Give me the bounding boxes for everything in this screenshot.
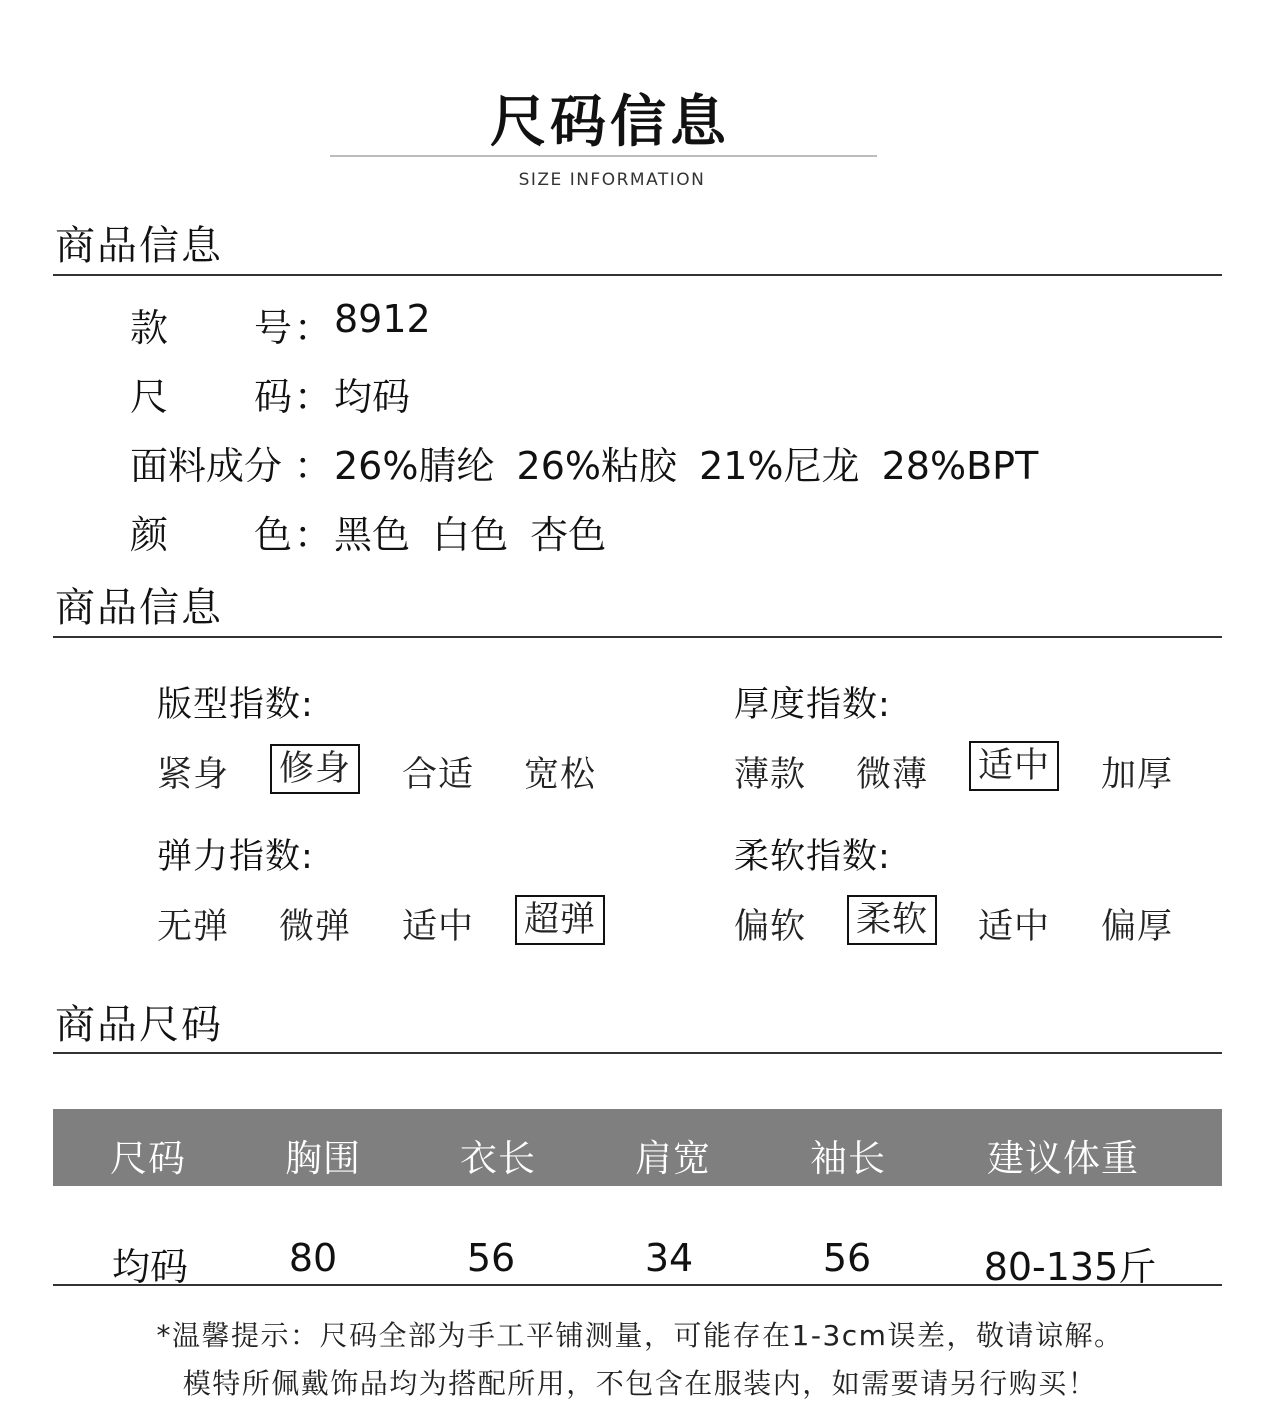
table-header-cell: 胸围 <box>285 1137 361 1180</box>
label-colon: ： <box>294 306 333 350</box>
table-header-cell: 尺码 <box>110 1137 186 1180</box>
softness-index-title: 柔软指数: <box>734 837 891 877</box>
softness-option: 偏厚 <box>1101 907 1174 947</box>
fit-option: 合适 <box>402 755 475 795</box>
label-char: 颜 <box>130 513 169 557</box>
info-value: 均码 <box>334 375 411 419</box>
fit-option: 宽松 <box>524 755 597 795</box>
table-cell: 56 <box>466 1236 516 1280</box>
label-char: 码 <box>254 375 293 419</box>
elasticity-option-selected: 超弹 <box>515 895 605 945</box>
section-divider <box>53 274 1222 276</box>
thickness-option: 薄款 <box>734 755 807 795</box>
table-bottom-divider <box>53 1284 1222 1286</box>
section-heading-product-info: 商品信息 <box>55 223 223 269</box>
elasticity-index-title: 弹力指数: <box>157 837 314 877</box>
info-value: 8912 <box>334 297 431 341</box>
table-header-cell: 肩宽 <box>635 1137 711 1180</box>
label-char: 色 <box>254 513 293 557</box>
thickness-option-selected: 适中 <box>969 741 1059 791</box>
thickness-index-title: 厚度指数: <box>734 685 891 725</box>
label-colon: ： <box>294 444 333 488</box>
label-char: 尺 <box>130 375 169 419</box>
info-value: 26%腈纶 26%粘胶 21%尼龙 28%BPT <box>334 444 1039 488</box>
title-divider <box>330 155 877 157</box>
section-divider <box>53 1052 1222 1054</box>
section-heading-size: 商品尺码 <box>55 1002 223 1048</box>
table-cell: 56 <box>822 1236 872 1280</box>
label-char: 款 <box>130 306 169 350</box>
label-char: 面料成分 <box>130 444 283 488</box>
table-cell: 80-135斤 <box>983 1245 1157 1289</box>
thickness-option: 微薄 <box>856 755 929 795</box>
note-accessories: 模特所佩戴饰品均为搭配所用，不包含在服装内，如需要请另行购买！ <box>182 1367 1098 1400</box>
elasticity-option: 适中 <box>402 907 475 947</box>
fit-index-title: 版型指数: <box>157 685 314 725</box>
table-header-cell: 袖长 <box>810 1137 886 1180</box>
section-divider <box>53 636 1222 638</box>
fit-option: 紧身 <box>157 755 230 795</box>
label-colon: ： <box>294 513 333 557</box>
label-colon: ： <box>294 375 333 419</box>
info-value: 黑色 白色 杏色 <box>334 513 607 557</box>
note-measurement: *温馨提示：尺码全部为手工平铺测量，可能存在1-3cm误差，敬请谅解。 <box>156 1319 1124 1352</box>
table-cell: 均码 <box>111 1245 188 1289</box>
table-cell: 34 <box>644 1236 694 1280</box>
softness-option: 适中 <box>978 907 1051 947</box>
softness-option-selected: 柔软 <box>847 895 937 945</box>
elasticity-option: 无弹 <box>157 907 230 947</box>
section-heading-index-info: 商品信息 <box>55 585 223 631</box>
table-header-cell: 衣长 <box>460 1137 536 1180</box>
page-subtitle: SIZE INFORMATION <box>518 170 706 190</box>
softness-option: 偏软 <box>734 907 807 947</box>
label-char: 号 <box>254 306 293 350</box>
fit-option-selected: 修身 <box>270 744 360 794</box>
thickness-option: 加厚 <box>1101 755 1174 795</box>
table-header-cell: 建议体重 <box>987 1137 1139 1180</box>
page-title: 尺码信息 <box>490 90 730 155</box>
elasticity-option: 微弹 <box>279 907 352 947</box>
table-cell: 80 <box>288 1236 338 1280</box>
